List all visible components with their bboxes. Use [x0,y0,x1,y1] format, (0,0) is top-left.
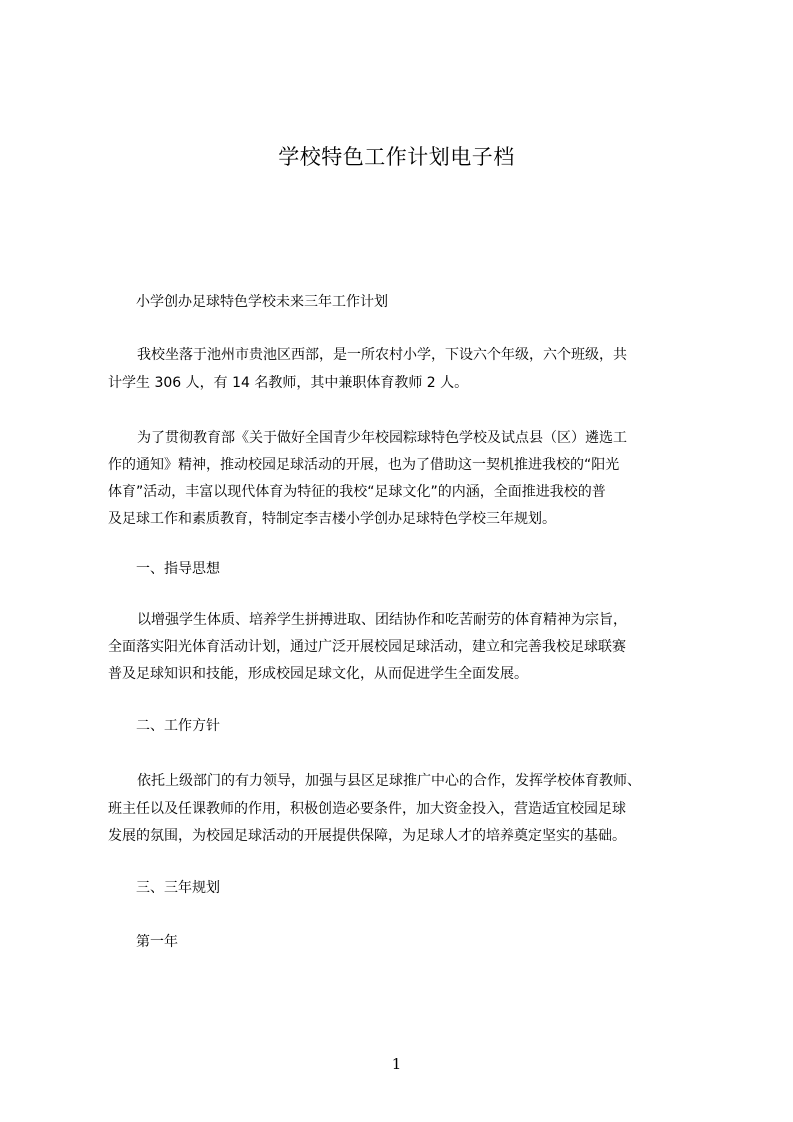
section1-line-3: 普及足球知识和技能，形成校园足球文化，从而促进学生全面发展。 [108,666,528,682]
section1-line-2: 全面落实阳光体育活动计划，通过广泛开展校园足球活动，建立和完善我校足球联赛 [108,639,626,655]
intro-line-1: 我校坐落于池州市贵池区西部，是一所农村小学，下设六个年级，六个班级，共 [137,347,627,363]
purpose-line-3: 体育”活动，丰富以现代体育为特征的我校“足球文化”的内涵，全面推进我校的普 [108,484,606,500]
section2-line-2: 班主任以及任课教师的作用，积极创造必要条件，加大资金投入，营造适宜校园足球 [108,801,626,817]
section-heading-work-policy: 二、工作方针 [136,718,220,734]
intro-line-2: 计学生 306 人，有 14 名教师，其中兼职体育教师 2 人。 [108,375,469,391]
document-subtitle: 小学创办足球特色学校未来三年工作计划 [136,294,388,310]
section-heading-guiding-ideology: 一、指导思想 [136,561,220,577]
section-heading-three-year-plan: 三、三年规划 [136,880,220,896]
purpose-line-2: 作的通知》精神，推动校园足球活动的开展，也为了借助这一契机推进我校的“阳光 [108,457,620,473]
section1-line-1: 以增强学生体质、培养学生拼搏进取、团结协作和吃苦耐劳的体育精神为宗旨， [137,612,627,628]
sub-heading-first-year: 第一年 [136,934,178,950]
section2-line-3: 发展的氛围，为校园足球活动的开展提供保障，为足球人才的培养奠定坚实的基础。 [108,828,626,844]
document-title: 学校特色工作计划电子档 [278,145,515,169]
purpose-line-1: 为了贯彻教育部《关于做好全国青少年校园粽球特色学校及试点县（区）遴选工 [137,430,627,446]
purpose-line-4: 及足球工作和素质教育，特制定李吉楼小学创办足球特色学校三年规划。 [108,511,556,527]
page-number: 1 [391,1055,402,1073]
section2-line-1: 依托上级部门的有力领导，加强与县区足球推广中心的合作，发挥学校体育教师、 [137,773,641,789]
